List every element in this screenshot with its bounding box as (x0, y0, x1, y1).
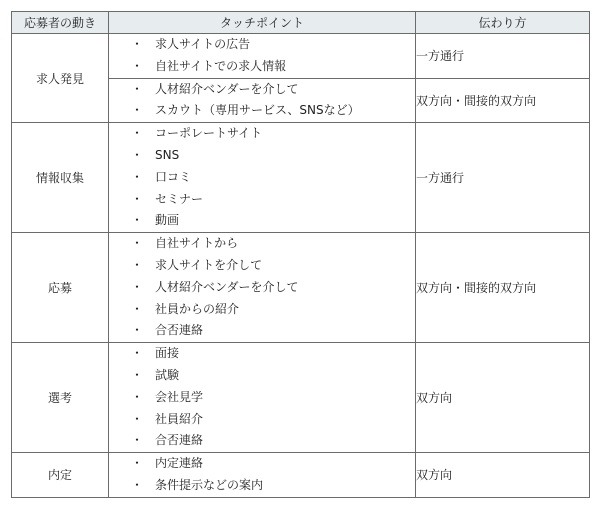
touchpoint-list (109, 79, 415, 123)
header-touchpoint: タッチポイント (109, 12, 416, 34)
touchpoint-text: 試験 (155, 367, 180, 382)
touchpoint-text: 求人サイトの広告 (155, 37, 251, 51)
list-item (109, 145, 415, 167)
bullet-icon: ・ (131, 81, 144, 96)
touchpoint-text: 求人サイトを介して (155, 257, 263, 272)
touchpoint-text: コーポレートサイト (155, 126, 263, 141)
stage-cell: 求人発見 (12, 34, 109, 123)
list-item (109, 255, 415, 277)
table-row (12, 453, 590, 498)
touchpoint-list (109, 123, 415, 232)
bullet-icon: ・ (131, 389, 144, 404)
list-item (109, 387, 415, 409)
list-item (109, 365, 415, 387)
communication-cell: 双方向 (416, 453, 590, 498)
touchpoint-text: スカウト（専用サービス、SNSなど） (155, 103, 360, 118)
stage-cell: 選考 (12, 343, 109, 453)
communication-cell: 双方向・間接的双方向 (416, 78, 590, 123)
touchpoint-text: セミナー (155, 191, 204, 206)
touchpoint-cell (109, 343, 416, 453)
list-item (109, 79, 415, 101)
stage-cell: 内定 (12, 453, 109, 498)
list-item (109, 189, 415, 211)
bullet-icon: ・ (131, 456, 144, 471)
list-item (109, 475, 415, 497)
touchpoint-list (109, 233, 415, 342)
touchpoint-text: 自社サイトから (155, 236, 239, 251)
list-item (109, 123, 415, 145)
touchpoint-list (109, 343, 415, 452)
touchpoint-text: 面接 (155, 346, 180, 361)
list-item (109, 299, 415, 321)
touchpoint-text: 口コミ (155, 169, 192, 184)
communication-cell: 双方向・間接的双方向 (416, 233, 590, 343)
touchpoint-text: SNS (155, 147, 180, 162)
bullet-icon: ・ (131, 367, 144, 382)
table-body (12, 34, 590, 498)
bullet-icon: ・ (131, 411, 144, 426)
list-item (109, 56, 415, 78)
touchpoint-list (109, 34, 415, 78)
bullet-icon: ・ (131, 126, 144, 141)
table-row (12, 34, 590, 79)
touchpoint-text: 内定連絡 (155, 456, 204, 471)
bullet-icon: ・ (131, 301, 144, 316)
bullet-icon: ・ (131, 191, 144, 206)
list-item (109, 167, 415, 189)
bullet-icon: ・ (131, 213, 144, 228)
header-communication: 伝わり方 (416, 12, 590, 34)
list-item (109, 430, 415, 452)
bullet-icon: ・ (131, 257, 144, 272)
bullet-icon: ・ (131, 477, 144, 492)
candidate-touchpoint-table (11, 11, 590, 498)
touchpoint-cell (109, 233, 416, 343)
bullet-icon: ・ (131, 346, 144, 361)
list-item (109, 210, 415, 232)
bullet-icon: ・ (131, 103, 144, 118)
bullet-icon: ・ (131, 169, 144, 184)
header-row (12, 12, 590, 34)
touchpoint-text: 人材紹介ベンダーを介して (155, 81, 299, 96)
list-item (109, 453, 415, 475)
bullet-icon: ・ (131, 58, 144, 73)
touchpoint-cell (109, 123, 416, 233)
bullet-icon: ・ (131, 236, 144, 251)
touchpoint-text: 条件提示などの案内 (155, 477, 264, 492)
touchpoint-cell (109, 78, 416, 123)
bullet-icon: ・ (131, 147, 144, 162)
header-stage: 応募者の動き (12, 12, 109, 34)
table-row (12, 343, 590, 453)
list-item (109, 34, 415, 56)
communication-cell: 一方通行 (416, 123, 590, 233)
stage-cell: 応募 (12, 233, 109, 343)
touchpoint-cell (109, 34, 416, 79)
bullet-icon: ・ (131, 323, 144, 338)
bullet-icon: ・ (131, 279, 144, 294)
table-row (12, 233, 590, 343)
communication-cell: 一方通行 (416, 34, 590, 79)
touchpoint-text: 社員紹介 (155, 411, 204, 426)
list-item (109, 277, 415, 299)
table-row (12, 123, 590, 233)
touchpoint-text: 自社サイトでの求人情報 (155, 58, 287, 73)
touchpoint-text: 人材紹介ベンダーを介して (155, 279, 299, 294)
list-item (109, 409, 415, 431)
touchpoint-text: 社員からの紹介 (155, 301, 240, 316)
list-item (109, 100, 415, 122)
bullet-icon: ・ (131, 37, 144, 51)
list-item (109, 343, 415, 365)
touchpoint-cell (109, 453, 416, 498)
communication-cell: 双方向 (416, 343, 590, 453)
touchpoint-text: 会社見学 (155, 389, 204, 404)
stage-cell: 情報収集 (12, 123, 109, 233)
list-item (109, 320, 415, 342)
touchpoint-text: 動画 (155, 213, 180, 228)
touchpoint-list (109, 453, 415, 497)
table-header (12, 12, 590, 34)
touchpoint-text: 合否連絡 (155, 323, 204, 338)
list-item (109, 233, 415, 255)
touchpoint-text: 合否連絡 (155, 433, 204, 448)
bullet-icon: ・ (131, 433, 144, 448)
